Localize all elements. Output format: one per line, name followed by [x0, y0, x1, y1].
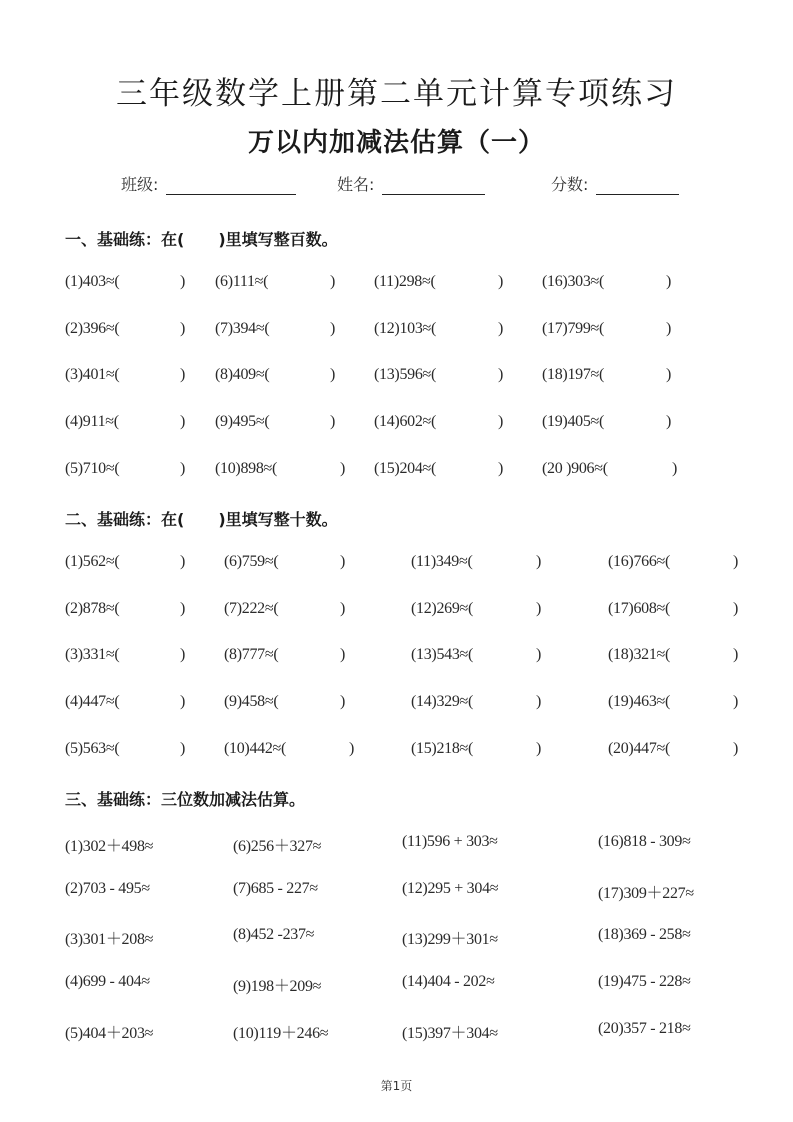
exercise-item: (18)321≈(: [608, 646, 671, 664]
answer-close-paren: ): [180, 693, 186, 711]
answer-close-paren: ): [536, 553, 542, 570]
exercise-item: (20)447≈(: [608, 739, 671, 757]
answer-close-paren: ): [498, 366, 504, 384]
exercise-item: (7)394≈(: [215, 319, 270, 337]
name-field: [337, 172, 485, 195]
class-label: 班级:: [121, 175, 159, 194]
section-1-title: 一、基础练：在( )里填写整百数。: [65, 230, 338, 249]
exercise-item: (12)295 + 304≈: [402, 879, 499, 897]
exercise-item: (2)396≈(: [65, 319, 120, 337]
exercise-item: (15)397＋304≈: [402, 1024, 498, 1042]
answer-close-paren: ): [330, 413, 336, 431]
exercise-item: (5)710≈(: [65, 459, 120, 477]
answer-close-paren: ): [180, 739, 186, 757]
answer-close-paren: ): [180, 319, 186, 337]
exercise-item: (17)799≈(: [542, 319, 605, 337]
answer-close-paren: ): [672, 459, 678, 477]
answer-close-paren: ): [330, 366, 336, 384]
answer-close-paren: ): [498, 459, 504, 477]
exercise-item: (11)596 + 303≈: [402, 833, 498, 850]
exercise-item: (3)401≈(: [65, 366, 120, 384]
exercise-item: (6)256＋327≈: [233, 838, 322, 855]
exercise-item: (3)331≈(: [65, 646, 120, 664]
exercise-item: (6)759≈(: [224, 553, 279, 570]
exercise-item: (2)878≈(: [65, 599, 120, 617]
exercise-item: (16)303≈(: [542, 273, 605, 290]
exercise-item: (9)458≈(: [224, 693, 279, 711]
name-label: 姓名:: [337, 175, 375, 194]
answer-close-paren: ): [340, 459, 346, 477]
class-blank[interactable]: [166, 176, 296, 195]
exercise-item: (17)309＋227≈: [598, 884, 694, 902]
answer-close-paren: ): [666, 319, 672, 337]
exercise-item: (20 )906≈(: [542, 459, 608, 477]
exercise-item: (18)197≈(: [542, 366, 605, 384]
page-subtitle: 万以内加减法估算（一）: [247, 128, 545, 158]
answer-close-paren: ): [666, 273, 672, 290]
exercise-item: (16)766≈(: [608, 553, 671, 570]
exercise-item: (7)685 - 227≈: [233, 879, 318, 897]
answer-close-paren: ): [349, 739, 355, 757]
exercise-item: (7)222≈(: [224, 599, 279, 617]
answer-close-paren: ): [180, 459, 186, 477]
section-3-title: 三、基础练：三位数加减法估算。: [65, 790, 306, 809]
exercise-item: (14)404 - 202≈: [402, 973, 495, 991]
exercise-item: (20)357 - 218≈: [598, 1019, 691, 1037]
answer-close-paren: ): [733, 553, 739, 570]
exercise-item: (2)703 - 495≈: [65, 879, 150, 897]
exercise-item: (9)198＋209≈: [233, 978, 322, 996]
answer-close-paren: ): [340, 646, 346, 664]
score-field: [551, 172, 679, 195]
exercise-item: (10)119＋246≈: [233, 1024, 329, 1042]
page-number: 第1页: [380, 1079, 413, 1093]
exercise-item: (13)299＋301≈: [402, 931, 498, 949]
exercise-item: (8)777≈(: [224, 646, 279, 664]
answer-close-paren: ): [180, 273, 186, 290]
answer-close-paren: ): [180, 599, 186, 617]
exercise-item: (11)298≈(: [374, 273, 436, 290]
score-blank[interactable]: [596, 176, 679, 195]
answer-close-paren: ): [340, 553, 346, 570]
class-field: [121, 172, 296, 195]
exercise-item: (14)602≈(: [374, 413, 437, 431]
exercise-item: (3)301＋208≈: [65, 931, 154, 949]
name-blank[interactable]: [382, 176, 485, 195]
answer-close-paren: ): [733, 693, 739, 711]
exercise-item: (16)818 - 309≈: [598, 833, 691, 850]
answer-close-paren: ): [498, 413, 504, 431]
exercise-item: (4)699 - 404≈: [65, 973, 150, 991]
exercise-item: (1)403≈(: [65, 273, 120, 290]
answer-close-paren: ): [733, 646, 739, 664]
answer-close-paren: ): [330, 273, 336, 290]
answer-close-paren: ): [498, 273, 504, 290]
exercise-item: (4)911≈(: [65, 413, 119, 431]
answer-close-paren: ): [340, 693, 346, 711]
answer-close-paren: ): [666, 366, 672, 384]
answer-close-paren: ): [733, 599, 739, 617]
exercise-item: (19)405≈(: [542, 413, 605, 431]
page-title: 三年级数学上册第二单元计算专项练习: [116, 76, 677, 112]
exercise-item: (5)404＋203≈: [65, 1024, 154, 1042]
exercise-item: (14)329≈(: [411, 693, 474, 711]
exercise-item: (15)204≈(: [374, 459, 437, 477]
answer-close-paren: ): [498, 319, 504, 337]
answer-close-paren: ): [180, 553, 186, 570]
section-2-title: 二、基础练：在( )里填写整十数。: [65, 510, 338, 529]
exercise-item: (1)562≈(: [65, 553, 120, 570]
answer-close-paren: ): [180, 413, 186, 431]
answer-close-paren: ): [666, 413, 672, 431]
exercise-item: (13)596≈(: [374, 366, 437, 384]
exercise-item: (17)608≈(: [608, 599, 671, 617]
answer-close-paren: ): [340, 599, 346, 617]
answer-close-paren: ): [180, 366, 186, 384]
exercise-item: (8)452 -237≈: [233, 926, 315, 944]
answer-close-paren: ): [330, 319, 336, 337]
exercise-item: (1)302＋498≈: [65, 838, 154, 855]
exercise-item: (15)218≈(: [411, 739, 474, 757]
exercise-item: (12)269≈(: [411, 599, 474, 617]
exercise-item: (9)495≈(: [215, 413, 270, 431]
exercise-item: (11)349≈(: [411, 553, 473, 570]
answer-close-paren: ): [536, 599, 542, 617]
answer-close-paren: ): [536, 646, 542, 664]
answer-close-paren: ): [536, 693, 542, 711]
exercise-item: (4)447≈(: [65, 693, 120, 711]
exercise-item: (10)442≈(: [224, 739, 287, 757]
score-label: 分数:: [551, 175, 589, 194]
exercise-item: (10)898≈(: [215, 459, 278, 477]
answer-close-paren: ): [180, 646, 186, 664]
answer-close-paren: ): [536, 739, 542, 757]
exercise-item: (8)409≈(: [215, 366, 270, 384]
answer-close-paren: ): [733, 739, 739, 757]
exercise-item: (5)563≈(: [65, 739, 120, 757]
exercise-item: (19)463≈(: [608, 693, 671, 711]
exercise-item: (12)103≈(: [374, 319, 437, 337]
exercise-item: (18)369 - 258≈: [598, 926, 691, 944]
exercise-item: (13)543≈(: [411, 646, 474, 664]
exercise-item: (6)111≈(: [215, 273, 269, 290]
exercise-item: (19)475 - 228≈: [598, 973, 691, 991]
